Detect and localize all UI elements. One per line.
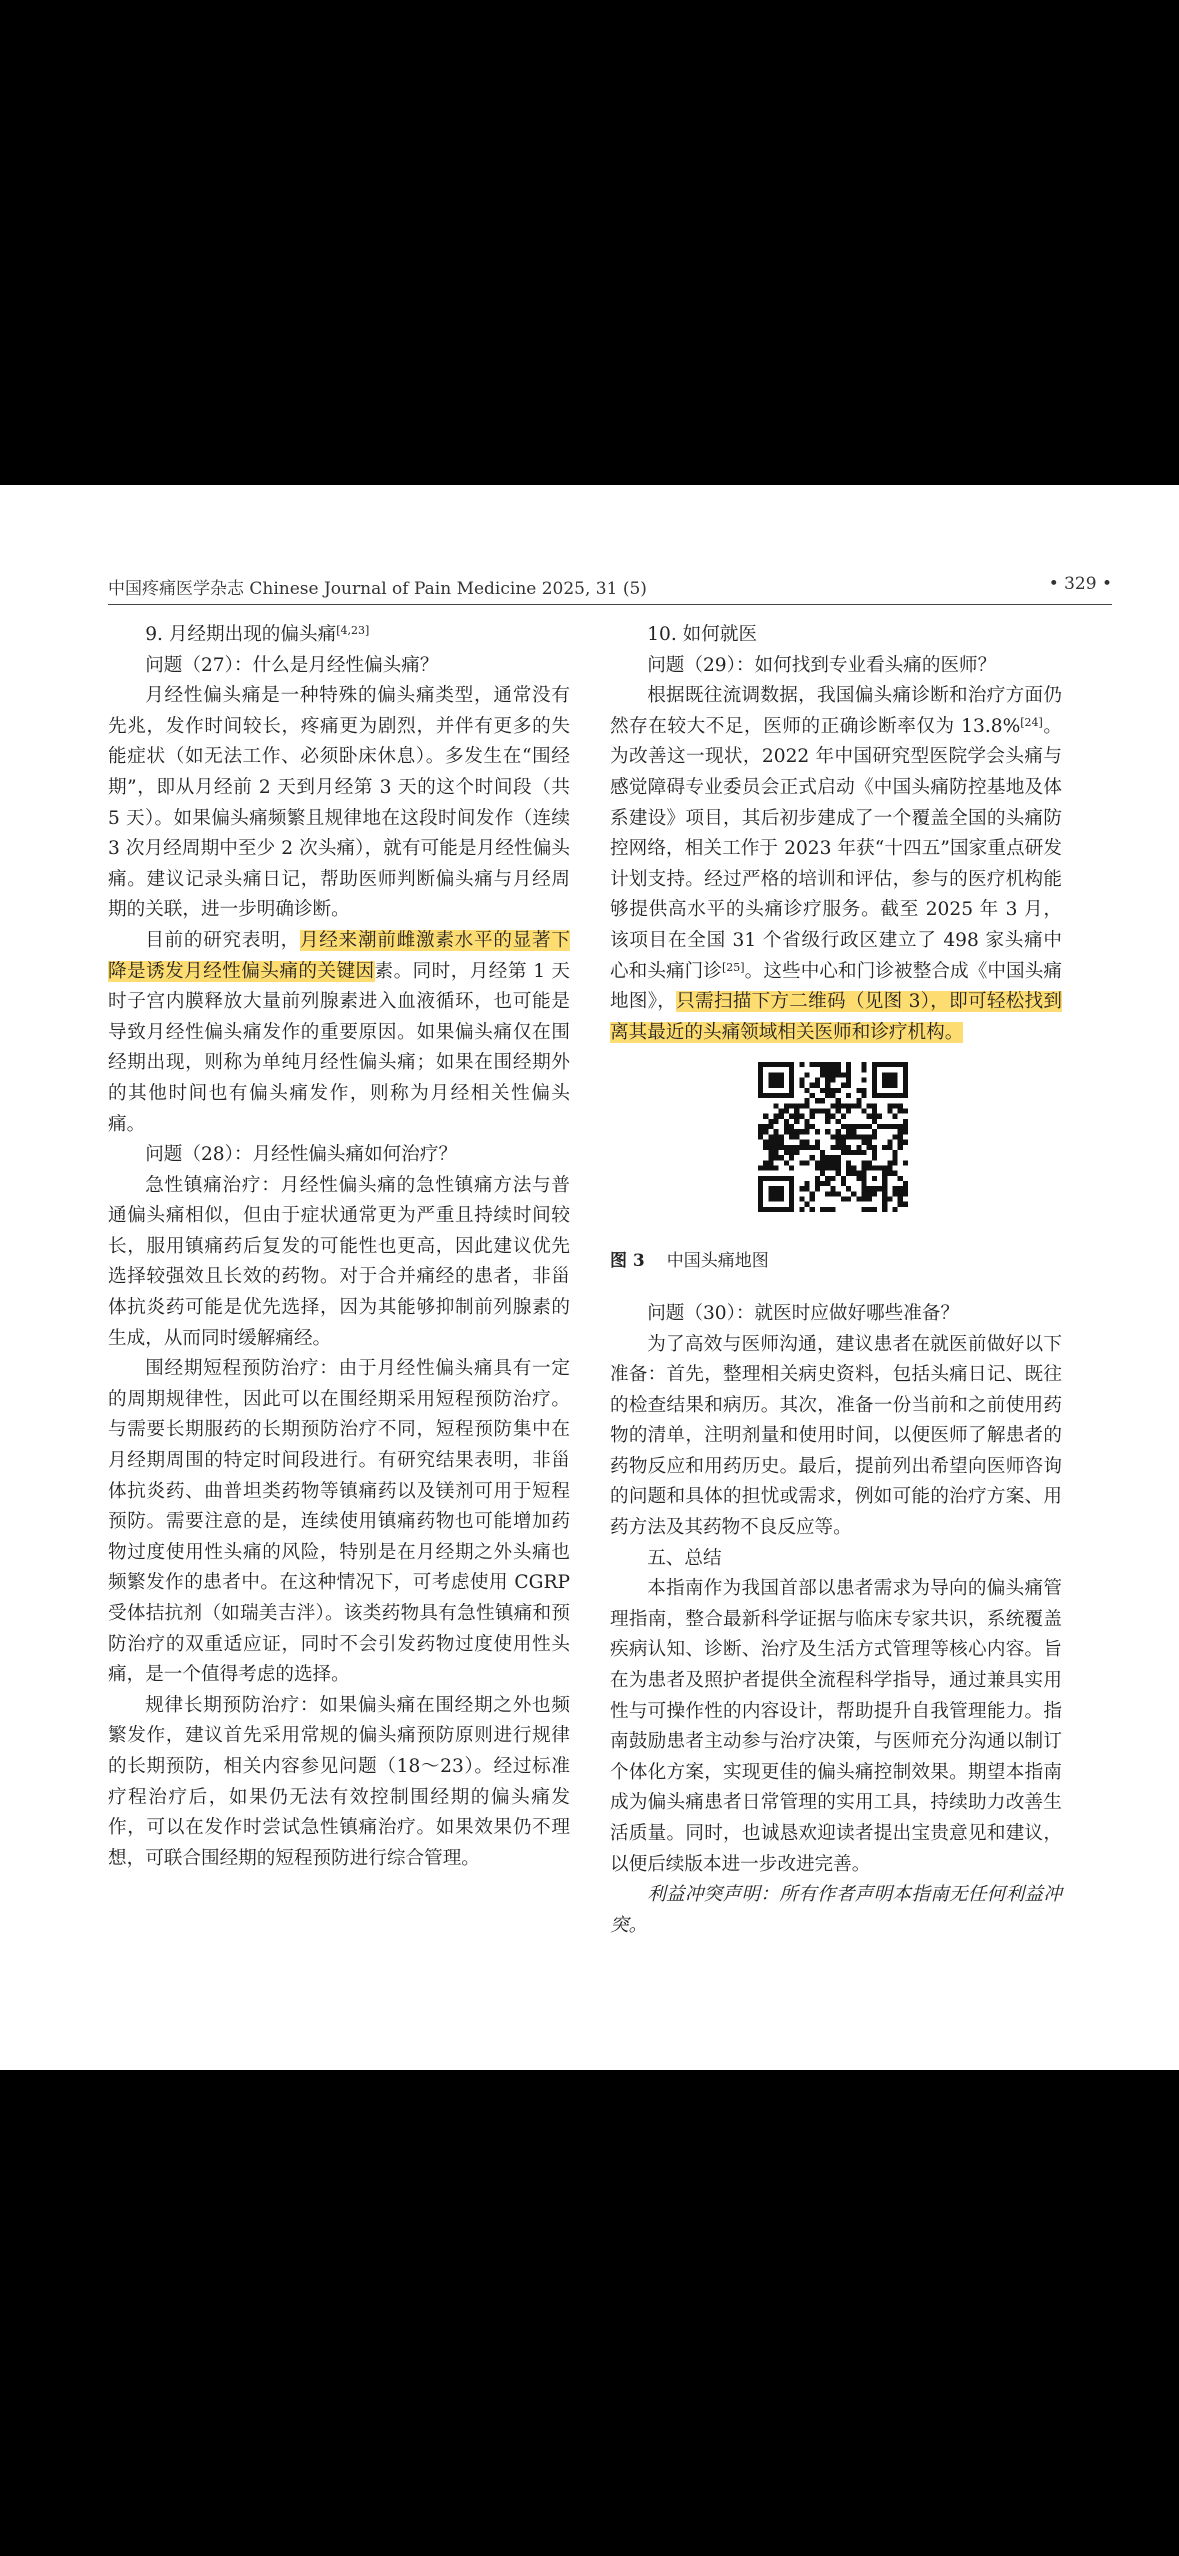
highlighted-text: 月经来潮前雌激素水平的显著下降是诱发月经性偏头痛的关键因 bbox=[108, 929, 570, 982]
paragraph: 规律长期预防治疗：如果偏头痛在围经期之外也频繁发作，建议首先采用常规的偏头痛预防原则进行规律的长期预防，相关内容参见问题（18～23）。经过标准疗程治疗后，如果仍无法有效控制围经期的偏头痛发作，可以在发作时尝试急性镇痛治疗。如果效果仍不理想，可联合围经期的短程预防进行综合管理。 bbox=[108, 1694, 570, 1869]
citation-ref: [25] bbox=[722, 960, 745, 974]
paragraph: 为了高效与医师沟通，建议患者在就医前做好以下准备：首先，整理相关病史资料，包括头痛日记、既往的检查结果和病历。其次，准备一份当前和之前使用药物的清单，注明剂量和使用时间，以便医师了解患者的药物反应和用药历史。最后，提前列出希望向医师咨询的问题和具体的担忧或需求，例如可能的治疗方案、用药方法及其药物不良反应等。 bbox=[610, 1333, 1062, 1539]
highlighted-text: 只需扫描下方二维码（见图 3），即可轻松找到离其最近的头痛领域相关医师和诊疗机构。 bbox=[610, 991, 1062, 1043]
citation-ref: [4,23] bbox=[336, 624, 370, 637]
journal-title: 中国疼痛医学杂志 Chinese Journal of Pain Medicine 2025, 31 (5) bbox=[108, 579, 647, 599]
question-29: 问题（29）：如何找到专业看头痛的医师？ bbox=[647, 654, 997, 676]
paragraph: 月经性偏头痛是一种特殊的偏头痛类型，通常没有先兆，发作时间较长，疼痛更为剧烈，并伴有更多的失能症状（如无法工作、必须卧床休息）。多发生在“围经期”，即从月经前 2 天到月经第 3 天的这个时间段（共 5 天）。如果偏头痛频繁且规律地在这段时间发作（连续 3 次月经周期中至少 2 次头痛），就有可能是月经性偏头痛。建议记录头痛日记，帮助医师判断偏头痛与月经周期的关联，进一步明确诊断。 bbox=[108, 685, 570, 921]
paragraph: 目前的研究表明，月经来潮前雌激素水平的显著下降是诱发月经性偏头痛的关键因素。同时，月经第 1 天时子宫内膜释放大量前列腺素进入血液循环，也可能是导致月经性偏头痛发作的重要原因。如果偏头痛仅在围经期出现，则称为单纯月经性偏头痛；如果在围经期外的其他时间也有偏头痛发作，则称为月经相关性偏头痛。 bbox=[108, 929, 570, 1135]
paragraph: 围经期短程预防治疗：由于月经性偏头痛具有一定的周期规律性，因此可以在围经期采用短程预防治疗。与需要长期服药的长期预防治疗不同，短程预防集中在月经期周围的特定时间段进行。有研究结果表明，非甾体抗炎药、曲普坦类药物等镇痛药以及镁剂可用于短程预防。需要注意的是，连续使用镇痛药物也可能增加药物过度使用性头痛的风险，特别是在月经期之外头痛也频繁发作的患者中。在这种情况下，可考虑使用 CGRP 受体拮抗剂（如瑞美吉泮）。该类药物具有急性镇痛和预防治疗的双重适应证，同时不会引发药物过度使用性头痛，是一个值得考虑的选择。 bbox=[108, 1358, 570, 1686]
figure-caption: 图 3 中国头痛地图 bbox=[610, 1251, 769, 1272]
section-5-title: 五、总结 bbox=[647, 1547, 722, 1569]
page-number: • 329 • bbox=[1048, 574, 1112, 594]
journal-page bbox=[0, 485, 1179, 2070]
question-28: 问题（28）：月经性偏头痛如何治疗？ bbox=[145, 1144, 458, 1166]
page-header bbox=[108, 570, 1112, 605]
question-27: 问题（27）：什么是月经性偏头痛？ bbox=[145, 654, 439, 676]
section-10-title: 10. 如何就医 bbox=[647, 624, 758, 645]
question-30: 问题（30）：就医时应做好哪些准备？ bbox=[647, 1302, 960, 1324]
paragraph: 根据既往流调数据，我国偏头痛诊断和治疗方面仍然存在较大不足，医师的正确诊断率仅为 13.8%[24]。为改善这一现状，2022 年中国研究型医院学会头痛与感觉障碍专业委员会正式启动《中国头痛防控基地及体系建设》项目，其后初步建成了一个覆盖全国的头痛防控网络，相关工作于 2023 年获“十四五”国家重点研发计划支持。经过严格的培训和评估，参与的医疗机构能够提供高水平的头痛诊疗服务。截至 2025 年 3 月，该项目在全国 31 个省级行政区建立了 498 家头痛中心和头痛门诊[25]。这些中心和门诊被整合成《中国头痛地图》，只需扫描下方二维码（见图 3），即可轻松找到离其最近的头痛领域相关医师和诊疗机构。 bbox=[610, 685, 1062, 1043]
paragraph: 急性镇痛治疗：月经性偏头痛的急性镇痛方法与普通偏头痛相似，但由于症状通常更为严重且持续时间较长，服用镇痛药后复发的可能性也更高，因此建议优先选择较强效且长效的药物。对于合并痛经的患者，非甾体抗炎药可能是优先选择，因为其能够抑制前列腺素的生成，从而同时缓解痛经。 bbox=[108, 1174, 570, 1349]
left-column bbox=[108, 620, 570, 1874]
section-9-title: 9. 月经期出现的偏头痛[4,23] bbox=[145, 624, 370, 645]
paragraph: 本指南作为我国首部以患者需求为导向的偏头痛管理指南，整合最新科学证据与临床专家共识，系统覆盖疾病认知、诊断、治疗及生活方式管理等核心内容。旨在为患者及照护者提供全流程科学指导，通过兼具实用性与可操作性的内容设计，帮助提升自我管理能力。指南鼓励患者主动参与治疗决策，与医师充分沟通以制订个体化方案，实现更佳的偏头痛控制效果。期望本指南成为偏头痛患者日常管理的实用工具，持续助力改善生活质量。同时，也诚恳欢迎读者提出宝贵意见和建议，以便后续版本进一步改进完善。 bbox=[610, 1578, 1062, 1875]
right-column bbox=[610, 620, 1062, 1941]
citation-ref: [24] bbox=[1020, 715, 1043, 729]
conflict-statement: 利益冲突声明：所有作者声明本指南无任何利益冲突。 bbox=[610, 1884, 1062, 1936]
qr-code-icon[interactable] bbox=[758, 1062, 908, 1212]
figure-3 bbox=[610, 1062, 1062, 1240]
